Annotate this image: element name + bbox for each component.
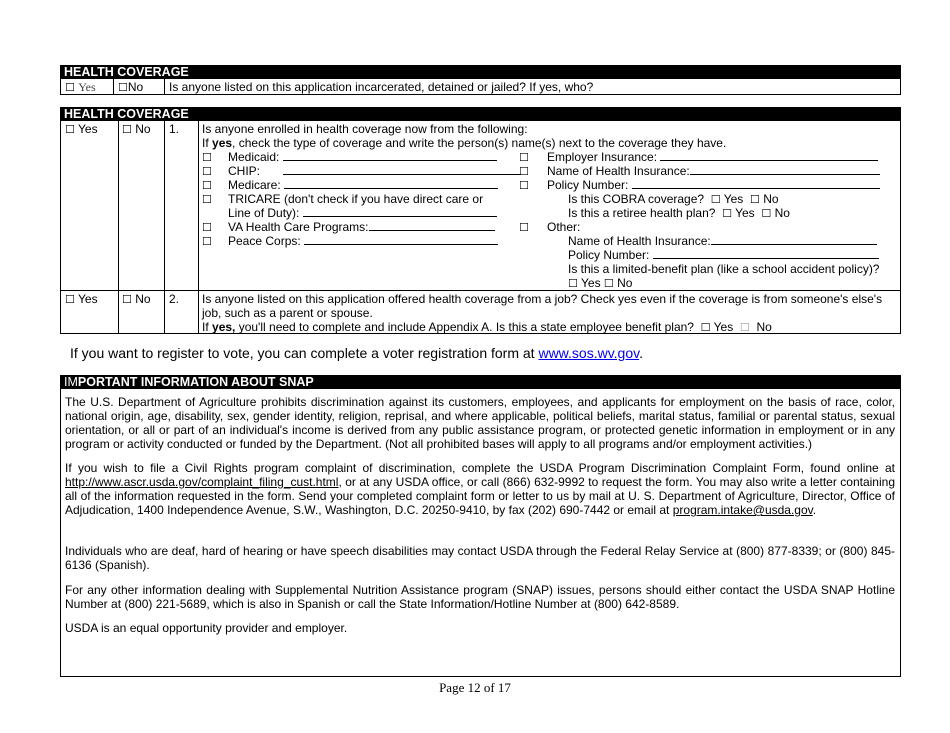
policy-checkbox[interactable]: ☐	[519, 179, 529, 192]
limited-yes-checkbox[interactable]: ☐	[568, 277, 578, 290]
retiree-question: Is this a retiree health plan? ☐ Yes ☐ No	[568, 206, 790, 220]
peace-corps-checkbox[interactable]: ☐	[202, 235, 212, 248]
q2-no-checkbox[interactable]: ☐ No	[122, 292, 151, 306]
medicare-input[interactable]	[284, 179, 498, 189]
tricare-checkbox[interactable]: ☐	[202, 193, 212, 206]
q2-question: Is anyone listed on this application offered health coverage from a job? Check yes even if the coverage is from someone's else's	[202, 292, 883, 306]
tricare-label-2: Line of Duty):	[228, 206, 497, 220]
q2-appendix: If yes, you'll need to complete and include Appendix A. Is this a state employee benefit plan? ☐ Yes ☐ No	[202, 320, 772, 334]
q2-yes-checkbox[interactable]: ☐ Yes	[65, 292, 98, 306]
va-input[interactable]	[369, 221, 495, 231]
va-label: VA Health Care Programs:	[228, 220, 495, 234]
cobra-question: Is this COBRA coverage? ☐ Yes ☐ No	[568, 192, 779, 206]
chip-input[interactable]	[283, 165, 521, 175]
incarcerated-no-checkbox[interactable]: ☐No	[118, 80, 144, 94]
other-name-label: Name of Health Insurance:	[568, 234, 877, 248]
q2-number: 2.	[169, 292, 180, 306]
other-name-input[interactable]	[711, 235, 877, 245]
limited-no-checkbox[interactable]: ☐	[603, 277, 614, 290]
limited-benefit-question: Is this a limited-benefit plan (like a school accident policy)?	[568, 262, 880, 276]
q2-state-no-checkbox[interactable]: ☐	[739, 321, 750, 334]
peace-corps-input[interactable]	[304, 235, 498, 245]
employer-input[interactable]	[660, 151, 878, 161]
health-coverage-header-1: HEALTH COVERAGE	[60, 65, 901, 79]
snap-paragraph-4: For any other information dealing with Supplemental Nutrition Assistance program (SNAP) issues, persons should either contact the USDA SNAP Hotline Number at (800) 221-5689, which is also in Spanish or call the State Information/Hotline Number at (800) 642-8589.	[65, 583, 895, 611]
incarcerated-question: Is anyone listed on this application incarcerated, detained or jailed? If yes, who?	[169, 80, 594, 94]
cobra-no-checkbox[interactable]: ☐	[749, 193, 760, 206]
tricare-input[interactable]	[303, 207, 497, 217]
usda-complaint-link[interactable]: http://www.ascr.usda.gov/complaint_filing_cust.html	[65, 475, 339, 489]
other-checkbox[interactable]: ☐	[519, 221, 529, 234]
snap-paragraph-2: If you wish to file a Civil Rights program complaint of discrimination, complete the USDA Program Discrimination Complaint Form, found online at http://www.ascr.usda.gov/complaint_filing_cust.html, or at any USDA office, or call (866) 632-9992 to request the form. You may also write a letter containing all of the information requested in the form. Send your completed complaint form or letter to us by mail at U. S. Department of Agriculture, Director, Office of Adjudication, 1400 Independence Avenue, S.W., Washington, D.C. 20250-9410, by fax (202) 690-7442 or email at program.intake@usda.gov.	[65, 461, 895, 517]
page-number: Page 12 of 17	[439, 680, 511, 695]
medicaid-label: Medicaid:	[228, 150, 497, 164]
incarcerated-yes-checkbox[interactable]: ☐ Yes	[65, 80, 96, 94]
medicare-checkbox[interactable]: ☐	[202, 179, 212, 192]
q1-no-checkbox[interactable]: ☐ No	[122, 122, 151, 136]
limited-benefit-options: ☐ Yes ☐ No	[568, 276, 633, 290]
snap-paragraph-3: Individuals who are deaf, hard of hearing or have speech disabilities may contact USDA through the Federal Relay Service at (800) 877-8339; or (800) 845-6136 (Spanish).	[65, 544, 895, 572]
name-insurance-checkbox[interactable]: ☐	[519, 165, 529, 178]
other-policy-label: Policy Number:	[568, 248, 879, 262]
voter-registration-note: If you want to register to vote, you can complete a voter registration form at www.sos.wv.gov.	[70, 345, 643, 361]
q1-instructions: If yes, check the type of coverage and write the person(s) name(s) next to the coverage they have.	[202, 136, 727, 150]
health-coverage-header-2: HEALTH COVERAGE	[60, 107, 901, 121]
medicaid-input[interactable]	[283, 151, 497, 161]
q1-yes-checkbox[interactable]: ☐ Yes	[65, 122, 98, 136]
other-policy-input[interactable]	[653, 249, 879, 259]
incarcerated-row	[60, 79, 901, 95]
name-insurance-label: Name of Health Insurance:	[547, 164, 880, 178]
chip-checkbox[interactable]: ☐	[202, 165, 212, 178]
chip-label: CHIP:	[228, 164, 521, 178]
policy-input[interactable]	[632, 179, 880, 189]
q1-question: Is anyone enrolled in health coverage now from the following:	[202, 122, 528, 136]
medicare-label: Medicare:	[228, 178, 498, 192]
employer-checkbox[interactable]: ☐	[519, 151, 529, 164]
medicaid-checkbox[interactable]: ☐	[202, 151, 212, 164]
snap-paragraph-1: The U.S. Department of Agriculture prohibits discrimination against its customers, employees, and applicants for employment on the basis of race, color, national origin, age, disability, sex, gender identity, religion, reprisal, and where applicable, political beliefs, marital status, familial or parental status, sexual orientation, or all or part of an individual's income is derived from any public assistance program, or protected genetic information in employment or in any program or activity conducted or funded by the Department. (Not all prohibited bases will apply to all programs and/or employment activities.)	[65, 395, 895, 451]
coverage-q1-row	[60, 121, 901, 291]
peace-corps-label: Peace Corps:	[228, 234, 498, 248]
cobra-yes-checkbox[interactable]: ☐	[710, 193, 721, 206]
q2-state-yes-checkbox[interactable]: ☐	[700, 321, 711, 334]
coverage-q2-row	[60, 290, 901, 334]
q2-question-2: job, such as a parent or spouse.	[202, 306, 373, 320]
other-label: Other:	[547, 220, 581, 234]
usda-email-link[interactable]: program.intake@usda.gov	[672, 503, 813, 517]
sos-wv-link[interactable]: www.sos.wv.gov	[538, 345, 640, 361]
snap-paragraph-5: USDA is an equal opportunity provider and employer.	[65, 621, 348, 635]
q1-number: 1.	[169, 122, 180, 136]
retiree-no-checkbox[interactable]: ☐	[761, 207, 772, 220]
employer-label: Employer Insurance:	[547, 150, 878, 164]
policy-label: Policy Number:	[547, 178, 880, 192]
snap-header: IMPORTANT INFORMATION ABOUT SNAP	[60, 375, 901, 389]
va-checkbox[interactable]: ☐	[202, 221, 212, 234]
retiree-yes-checkbox[interactable]: ☐	[722, 207, 732, 220]
tricare-label: TRICARE (don't check if you have direct care or	[228, 192, 484, 206]
name-insurance-input[interactable]	[690, 165, 880, 175]
